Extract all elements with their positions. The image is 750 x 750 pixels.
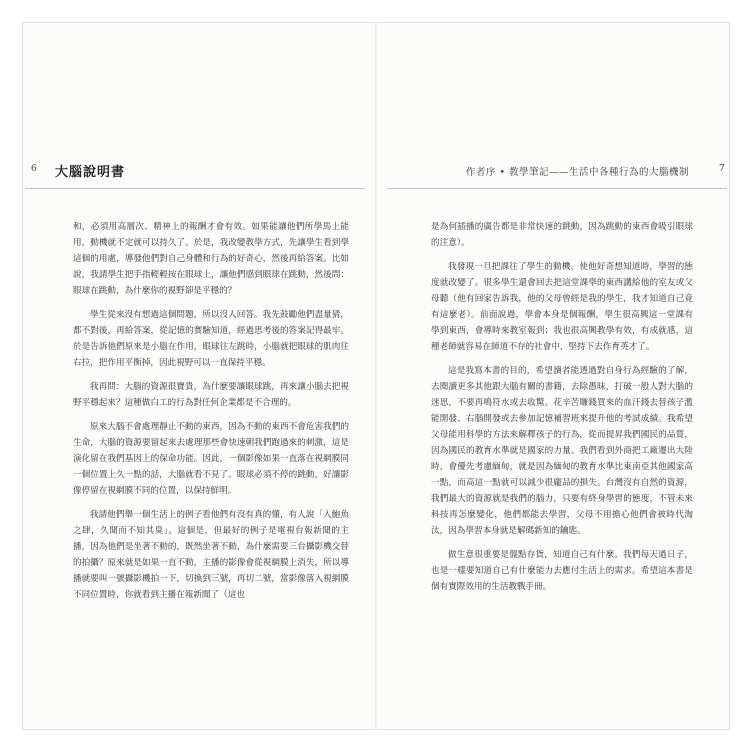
paragraph: 學生從來沒有想過這個問題，所以沒人回答。我先鼓勵他們盡量猜，都不對後，再給答案，從記憶的實驗知道，經過思考後的答案記得最牢。於是告訴他們原來是小腦在作用，眼球往左跳時，小腦就把眼球的肌肉往右拉，把作用平衡掉，因此視野可以一直保持平穩。: [73, 310, 349, 368]
paragraph: 和，必須用高層次、精神上的報酬才會有效。如果能讓他們所學馬上能用，動機就不定就可以持久了。於是，我改變教學方式，先讓學生看到學這個的用處，導發他們對自己身體和行為的好奇心，然後再給答案。比如說，我請學生把手指輕輕按在眼球上，讓他們感到眼球在跳動，然後問：眼球在跳動，為什麼你的視野卻是平穩的？: [73, 222, 349, 296]
right-page-number: 7: [719, 164, 725, 174]
left-header-rule: [25, 188, 365, 189]
paragraph: 這是我寫本書的目的，希望讀者能透過對自身行為經驗的了解，去閱讀更多其他跟大腦有關的書籍，去除愚昧，打破一般人對大腦的迷思，不要再鳴符水或去收驚。花辛苦賺錢買來的血汗錢去替孩子濫能開發、右腦開發或去參加記憶補習班來提升他的考試成績。我希望父母能用科學的方法來解釋孩子的行為，從而提昇我們國民的品質，因為國民的教育水準就是國家的力量。我們看到外商把工廠遷出大陸時，會優先考慮緬甸，就是因為緬甸的教育水準比東南亞其他國家高一點，而高這一點就可以減少很龐品的損失。台灣沒有自然的資源，我們最大的資源就是我們的腦力，只要有終身學習的態度，不管未來科技再怎麼變化，他們都能去學習，父母不用擔心他們會被時代淘汰，因為學習本身就是解碼新知的鑰匙。: [431, 366, 693, 536]
paragraph: 做生意很重要是盤點存貨，知道自己有什麼。我們每天過日子，也是一樣要知道自己有什麼能力去應付生活上的需求。希望這本書是個有實際效用的生活教戰手冊。: [431, 550, 693, 592]
running-head: 作者序 • 教學筆記——生活中各種行為的大腦機制: [465, 167, 689, 178]
paragraph: 我請他們舉一個生活上的例子看他們有沒有真的懂，有人說「入鮑魚之肆，久聞而不知其臭」。這個是，但最好的例子是電視台報新聞的主播，因為他們是坐著不動的，既然坐著不動，為什麼需要三台攝影機交替的拍攝？原來就是如果一直不動，主播的影像會從視網膜上消失，所以導播就要叫一號攝影機拍一下，切換到三號，再切二號，當影像落入視網膜不同位置時，你就看到主播在報新聞了（這也: [73, 510, 349, 600]
book-spread: [22, 22, 730, 730]
book-gutter: [375, 23, 377, 729]
paragraph: 原來大腦不會處理靜止不動的東西，因為不動的東西不會危害我們的生命，大腦的資源要留起來去處理那些會快速朝我們跑過來的刺激，這是演化留在我們基因上的保命功能。因此，一個影像如果一直落在視網膜同一個位置上久一點的話，大腦就看不見了。眼球必須不停的跳動，好讓影像停留在視網膜不同的位置，以保持鮮明。: [73, 422, 349, 496]
paragraph: 是為何插播的廣告都是非常快速的跳動，因為跳動的東西會吸引眼球的注意）。: [431, 222, 693, 248]
right-page-body: [431, 219, 693, 603]
paragraph: 我發現一旦把課往了學生的動機，使他好奇想知道時，學習的態度就改變了。很多學生還會回去把這堂課學的東西講給他的室友或父母聽（他有回家告訴我，他的父母曾經是我的學生，我才知道自己竟有這麼老）。前面說過，學會本身是個報酬，學生很高興這一堂課有學到東西，會導時來教室報到；我也很高興教學有效，有成就感，這種老師就容易在師道不存的社會中，堅持下去作育英才了。: [431, 262, 693, 352]
book-title: 大腦說明書: [55, 165, 126, 180]
left-page-number: 6: [31, 164, 37, 174]
left-page-body: [73, 219, 349, 611]
paragraph: 我再問：大腦的資源很寶貴，為什麼要讓眼球跳，再來讓小腦去把視野平穩起來？這種做白工的行為對任何企業都是不合理的。: [73, 382, 349, 408]
right-header-rule: [387, 188, 727, 189]
